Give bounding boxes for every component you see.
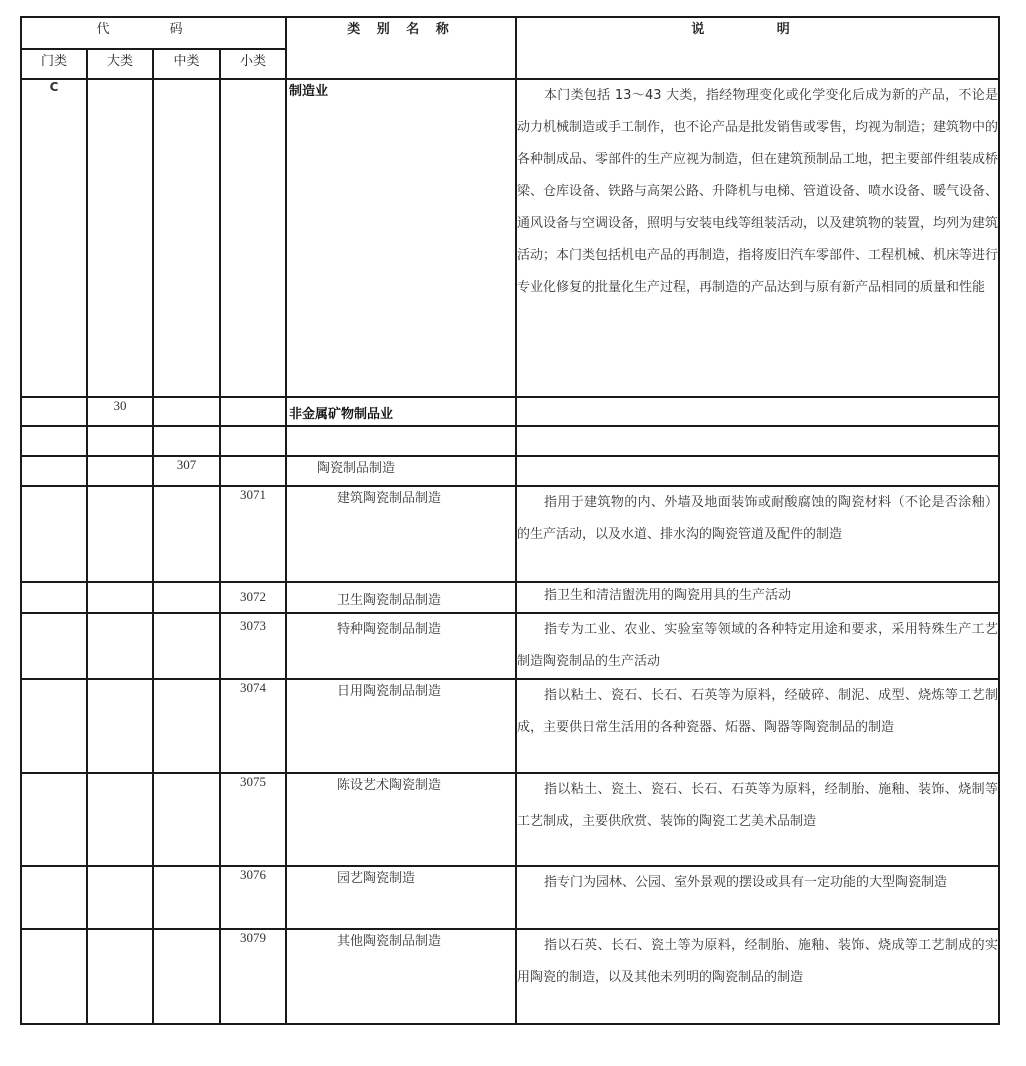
code-section	[21, 486, 87, 582]
code-group	[153, 613, 220, 679]
table-row	[21, 613, 999, 679]
code-group: 307	[153, 456, 220, 486]
code-class	[220, 397, 286, 426]
header-description: 说 明	[516, 17, 999, 79]
category-name: 陶瓷制品制造	[286, 456, 516, 486]
header-category-name: 类 别 名 称	[286, 17, 516, 79]
code-section: C	[21, 79, 87, 397]
code-group	[153, 426, 220, 456]
code-section	[21, 679, 87, 773]
category-name: 特种陶瓷制品制造	[286, 613, 516, 679]
code-division	[87, 929, 153, 1024]
code-section	[21, 426, 87, 456]
code-group	[153, 866, 220, 929]
code-group	[153, 582, 220, 613]
code-section	[21, 613, 87, 679]
category-name: 非金属矿物制品业	[286, 397, 516, 426]
category-name: 建筑陶瓷制品制造	[286, 486, 516, 582]
code-division	[87, 79, 153, 397]
category-description: 指专为工业、农业、实验室等领域的各种特定用途和要求，采用特殊生产工艺制造陶瓷制品的生产活动	[516, 613, 999, 679]
code-division	[87, 486, 153, 582]
category-description: 指以粘土、瓷石、长石、石英等为原料，经破碎、制泥、成型、烧炼等工艺制成，主要供日常生活用的各种瓷器、炻器、陶器等陶瓷制品的制造	[516, 679, 999, 773]
table-row	[21, 397, 999, 426]
header-code-group: 代 码	[21, 17, 286, 49]
category-description: 指卫生和清洁盥洗用的陶瓷用具的生产活动	[516, 582, 999, 613]
category-description: 指以石英、长石、瓷土等为原料，经制胎、施釉、装饰、烧成等工艺制成的实用陶瓷的制造，以及其他未列明的陶瓷制品的制造	[516, 929, 999, 1024]
category-name: 其他陶瓷制品制造	[286, 929, 516, 1024]
category-description	[516, 397, 999, 426]
table-row	[21, 582, 999, 613]
category-description: 本门类包括 13～43 大类，指经物理变化或化学变化后成为新的产品，不论是动力机械制造或手工制作，也不论产品是批发销售或零售，均视为制造；建筑物中的各种制成品、零部件的生产应视为制造，但在建筑预制品工地，把主要部件组装成桥梁、仓库设备、铁路与高架公路、升降机与电梯、管道设备、喷水设备、暖气设备、通风设备与空调设备，照明与安装电线等组装活动，以及建筑物的装置，均列为建筑活动；本门类包括机电产品的再制造，指将废旧汽车零部件、工程机械、机床等进行专业化修复的批量化生产过程，再制造的产品达到与原有新产品相同的质量和性能	[516, 79, 999, 397]
code-class: 3071	[220, 486, 286, 582]
category-description	[516, 456, 999, 486]
code-division	[87, 456, 153, 486]
code-division	[87, 613, 153, 679]
category-name: 卫生陶瓷制品制造	[286, 582, 516, 613]
code-group	[153, 679, 220, 773]
header-section: 门类	[21, 49, 87, 79]
code-class	[220, 426, 286, 456]
code-class: 3074	[220, 679, 286, 773]
code-section	[21, 929, 87, 1024]
category-description: 指用于建筑物的内、外墙及地面装饰或耐酸腐蚀的陶瓷材料（不论是否涂釉）的生产活动，以及水道、排水沟的陶瓷管道及配件的制造	[516, 486, 999, 582]
code-section	[21, 397, 87, 426]
code-group	[153, 773, 220, 866]
table-row	[21, 866, 999, 929]
code-group	[153, 397, 220, 426]
code-section	[21, 582, 87, 613]
category-name: 日用陶瓷制品制造	[286, 679, 516, 773]
code-group	[153, 79, 220, 397]
code-division	[87, 866, 153, 929]
industry-classification-table	[20, 16, 1000, 1025]
table-row	[21, 426, 999, 456]
code-section	[21, 456, 87, 486]
category-name	[286, 426, 516, 456]
table-row	[21, 486, 999, 582]
table-row	[21, 456, 999, 486]
code-division	[87, 773, 153, 866]
category-name: 陈设艺术陶瓷制造	[286, 773, 516, 866]
code-section	[21, 866, 87, 929]
table-row	[21, 929, 999, 1024]
category-name: 制造业	[286, 79, 516, 397]
code-group	[153, 486, 220, 582]
code-division	[87, 582, 153, 613]
code-class: 3076	[220, 866, 286, 929]
code-section	[21, 773, 87, 866]
table-row	[21, 679, 999, 773]
code-class	[220, 79, 286, 397]
table-row	[21, 773, 999, 866]
category-description	[516, 426, 999, 456]
code-division	[87, 679, 153, 773]
category-description: 指以粘土、瓷土、瓷石、长石、石英等为原料，经制胎、施釉、装饰、烧制等工艺制成，主要供欣赏、装饰的陶瓷工艺美术品制造	[516, 773, 999, 866]
code-class: 3072	[220, 582, 286, 613]
code-group	[153, 929, 220, 1024]
category-name: 园艺陶瓷制造	[286, 866, 516, 929]
code-class: 3079	[220, 929, 286, 1024]
header-division: 大类	[87, 49, 153, 79]
header-class: 小类	[220, 49, 286, 79]
category-description: 指专门为园林、公园、室外景观的摆设或具有一定功能的大型陶瓷制造	[516, 866, 999, 929]
code-division: 30	[87, 397, 153, 426]
code-class	[220, 456, 286, 486]
table-row	[21, 79, 999, 397]
header-group: 中类	[153, 49, 220, 79]
code-class: 3075	[220, 773, 286, 866]
code-class: 3073	[220, 613, 286, 679]
code-division	[87, 426, 153, 456]
